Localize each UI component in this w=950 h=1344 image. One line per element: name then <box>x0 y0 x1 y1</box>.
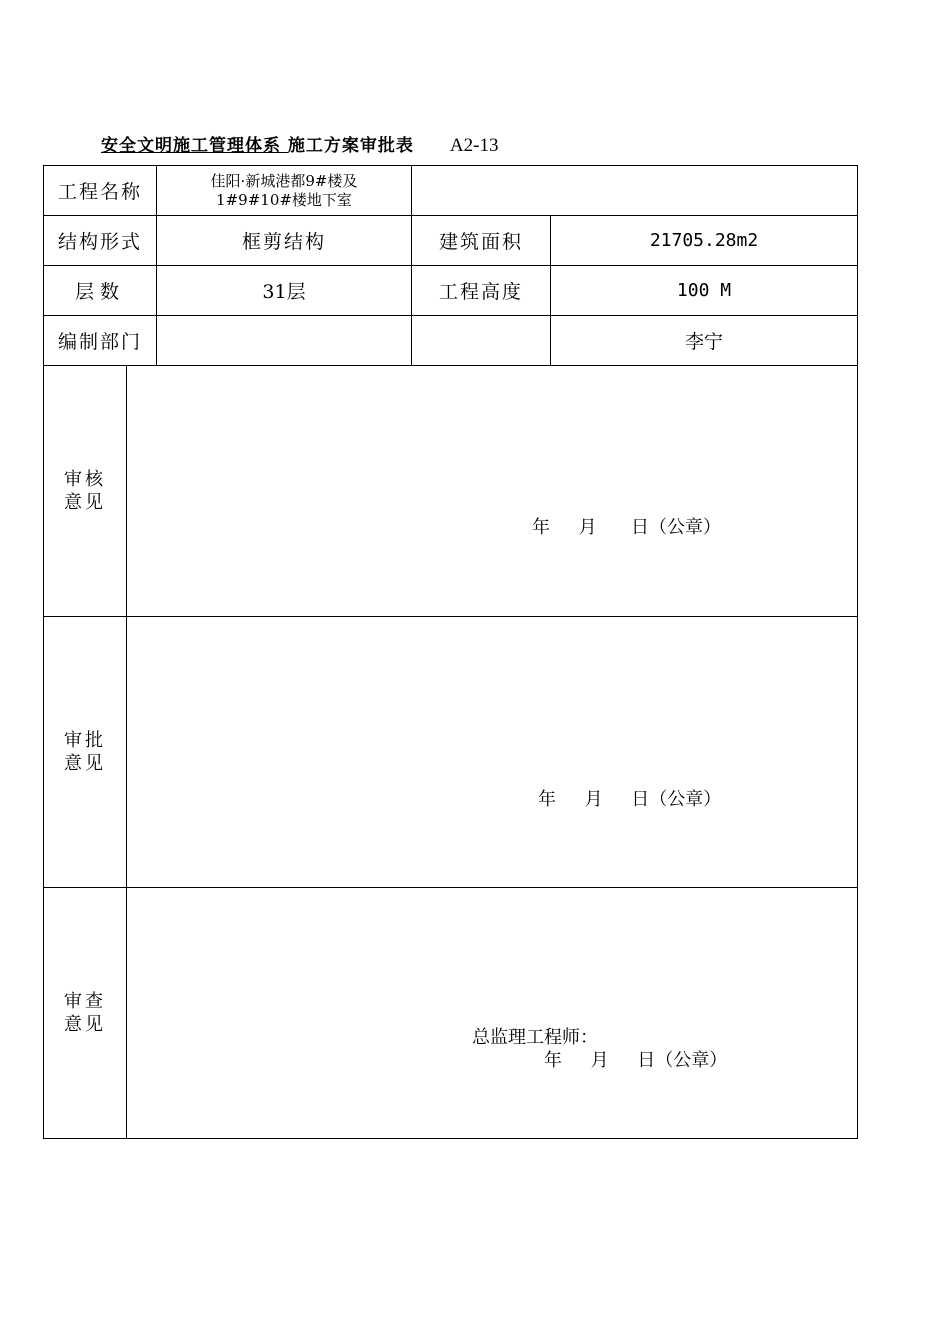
project-name-label-text: 工程名称 <box>57 181 142 203</box>
form-title <box>101 131 498 157</box>
form-code: A2-13 <box>449 135 499 156</box>
inspect-area <box>126 887 858 1139</box>
floors-value-text: 31层 <box>262 281 306 303</box>
project-name-value <box>156 165 412 216</box>
inspect-date: 年 月 日（公章） <box>544 1050 728 1071</box>
blank-cell-r1 <box>411 165 858 216</box>
height-label-text: 工程高度 <box>438 281 523 303</box>
approve-label-2: 意见 <box>64 753 106 774</box>
area-label-text: 建筑面积 <box>438 231 523 253</box>
inspect-label-1: 审查 <box>64 991 106 1012</box>
height-value <box>550 265 858 316</box>
height-value-text: 100 M <box>676 280 732 301</box>
blank-cell-r4 <box>411 315 551 366</box>
area-value-text: 21705.28m2 <box>649 230 759 251</box>
area-label <box>411 215 551 266</box>
approve-label <box>43 616 127 888</box>
person-value <box>550 315 858 366</box>
title-underlined: 安全文明施工管理体系 <box>101 136 288 156</box>
inspect-signer: 总监理工程师： <box>472 1027 598 1048</box>
review-label <box>43 365 127 617</box>
project-name-line1: 佳阳·新城港都9#楼及 <box>210 171 358 190</box>
project-name-label <box>43 165 157 216</box>
dept-label <box>43 315 157 366</box>
review-area <box>126 365 858 617</box>
height-label <box>411 265 551 316</box>
approve-date: 年 月 日（公章） <box>538 789 722 810</box>
review-label-2: 意见 <box>64 492 106 513</box>
structure-label-text: 结构形式 <box>57 231 142 253</box>
approve-area <box>126 616 858 888</box>
floors-value <box>156 265 412 316</box>
approve-label-1: 审批 <box>64 730 106 751</box>
dept-value <box>156 315 412 366</box>
review-date: 年 月 日（公章） <box>532 517 721 538</box>
review-label-1: 审核 <box>64 469 106 490</box>
project-name-line2: 1#9#10#楼地下室 <box>216 190 352 209</box>
inspect-label-2: 意见 <box>64 1014 106 1035</box>
floors-label-text: 层数 <box>74 281 125 303</box>
floors-label <box>43 265 157 316</box>
area-value <box>550 215 858 266</box>
dept-label-text: 编制部门 <box>57 331 142 353</box>
title-main: 施工方案审批表 <box>287 136 414 156</box>
structure-label <box>43 215 157 266</box>
inspect-label <box>43 887 127 1139</box>
structure-value <box>156 215 412 266</box>
structure-value-text: 框剪结构 <box>241 231 326 253</box>
person-value-text: 李宁 <box>684 331 723 353</box>
